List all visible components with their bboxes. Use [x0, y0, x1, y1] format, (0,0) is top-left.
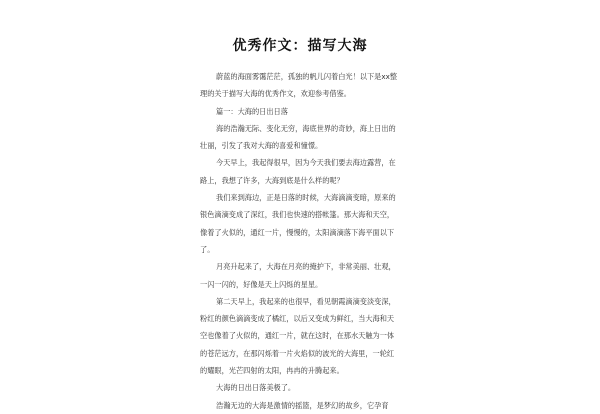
paragraph: 大海的日出日落美极了。 [216, 383, 296, 393]
paragraph: 我们来到海边，正是日落的时候，大海滴滴变暗，原来的银色滴滴变成了深红，我们也快速的搭帐篷。那大海和天空，像着了火似的，通红一片，慢慢的，太阳滴滴落下海平面以下了。 [200, 193, 396, 254]
document-title: 优秀作文：描写大海 [232, 38, 368, 54]
paragraph: 今天早上，我起得很早，因为今天我们要去海边露营，在路上，我想了许多，大海到底是什么样的呢？ [200, 158, 396, 185]
paragraph: 月亮升起来了，大海在月亮的掩护下，非常美丽、壮观，一闪一闪的，好像是天上闪烁的星星。 [200, 262, 396, 289]
intro-paragraph: 蔚蓝的海面雾霭茫茫，孤独的帆儿闪着白光！以下是xx整理的关于描写大海的优秀作文，欢迎参考借鉴。 [200, 72, 398, 99]
paragraph: 海的浩瀚无际、变化无穷，海底世界的奇妙，海上日出的壮丽，引发了我对大海的喜爱和憧憬。 [200, 123, 396, 151]
paragraph: 浩瀚无边的大海是激情的摇篮，是梦幻的故乡，它孕育 [216, 400, 389, 410]
document-body [200, 68, 400, 414]
section-heading: 篇一：大海的日出日落 [216, 106, 288, 116]
paragraph: 第二天早上，我起来的也很早，看见朝霞滴滴变淡变深，粉红的颜色滴滴变成了橘红，以后又变成为鲜红，当大海和天空也像着了火似的，通红一片，就在这时，在那水天触为一体的苍茫远方，在那闪烁着一片火焰似的波光的大海里，一轮红的耀眼，光芒四射的太阳，冉冉的升腾起来。 [200, 296, 396, 376]
